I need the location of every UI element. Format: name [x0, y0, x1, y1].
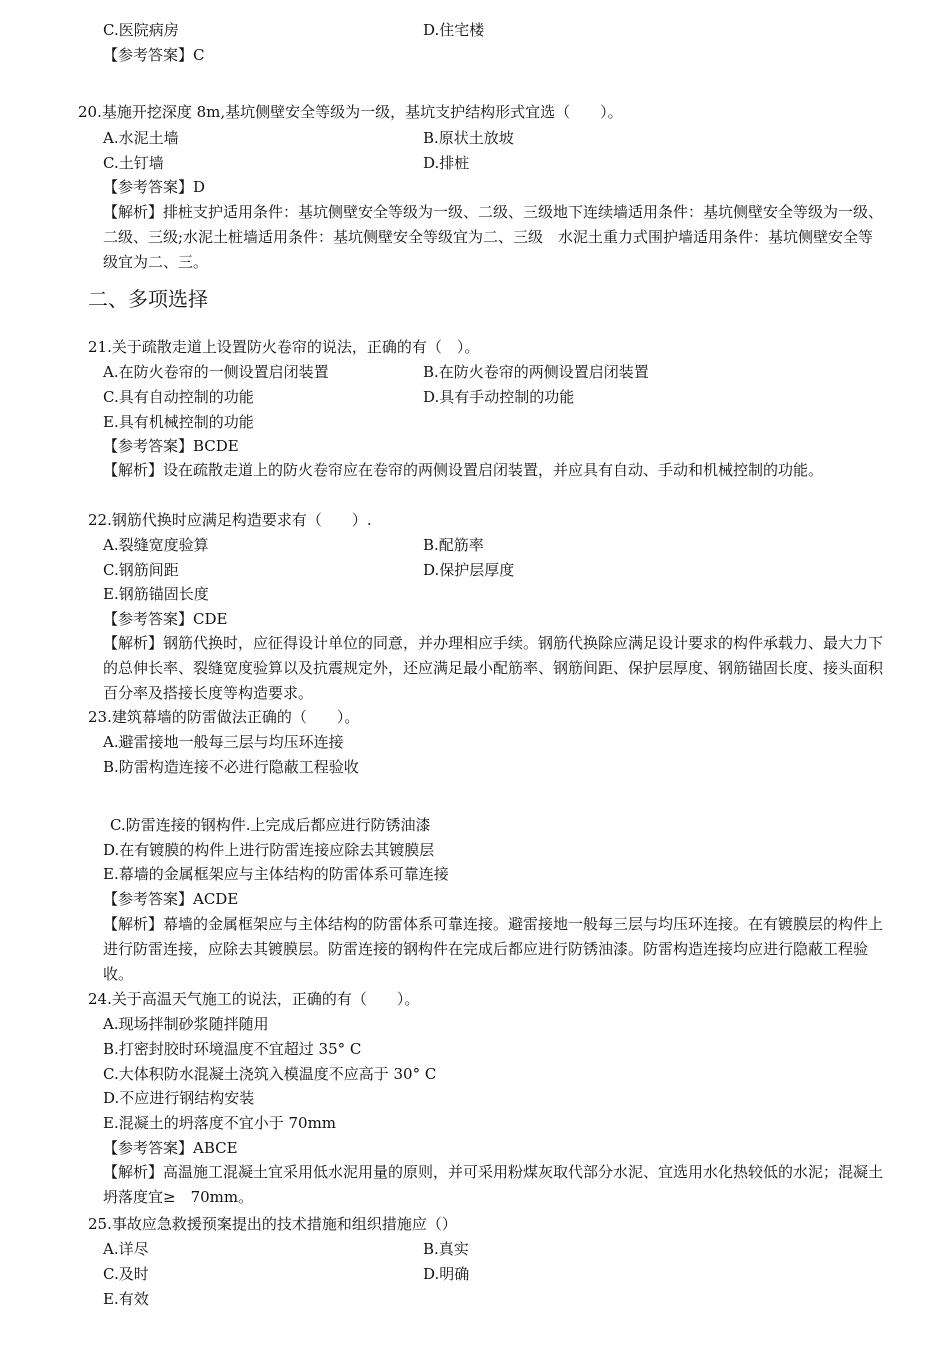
q20-option-c: C.土钉墙	[103, 154, 164, 172]
q22-option-b: B.配筋率	[423, 536, 484, 554]
q24-analysis: 【解析】高温施工混凝土宜采用低水泥用量的原则，并可采用粉煤灰取代部分水泥、宜选用水化热较低的水泥；混凝土坍落度宜≥ 70mm。	[103, 1163, 884, 1206]
q25-option-c: C.及时	[103, 1265, 149, 1283]
q19-option-c: C.医院病房	[103, 21, 179, 39]
q23-option-b: B.防雷构造连接不必进行隐蔽工程验收	[103, 758, 359, 776]
q23-stem: 23.建筑幕墙的防雷做法正确的（ ）。	[88, 708, 360, 726]
q22-option-e: E.钢筋锚固长度	[103, 585, 209, 603]
q22-analysis: 【解析】钢筋代换时，应征得设计单位的同意，并办理相应手续。钢筋代换除应满足设计要求的构件承载力、最大力下的总伸长率、裂缝宽度验算以及抗震规定外，还应满足最小配筋率、钢筋间距、保护层厚度、钢筋锚固长度、接头面积百分率及搭接长度等构造要求。	[103, 634, 884, 702]
q23-option-a: A.避雷接地一般每三层与均压环连接	[103, 733, 344, 751]
q25-option-a: A.详尽	[103, 1240, 149, 1258]
q21-option-b: B.在防火卷帘的两侧设置启闭装置	[423, 363, 649, 381]
q22-option-c: C.钢筋间距	[103, 561, 179, 579]
q24-option-e: E.混凝土的坍落度不宜小于 70mm	[103, 1114, 337, 1132]
section-title: 二、多项选择	[88, 287, 208, 311]
q20-option-a: A.水泥土墙	[103, 129, 179, 147]
q21-option-d: D.具有手动控制的功能	[423, 388, 575, 406]
q24-stem: 24.关于高温天气施工的说法，正确的有（ ）。	[88, 990, 420, 1008]
q20-option-d: D.排桩	[423, 154, 470, 172]
q22-answer: 【参考答案】CDE	[103, 610, 228, 628]
q25-stem: 25.事故应急救援预案提出的技术措施和组织措施应（）	[88, 1215, 457, 1233]
q21-answer: 【参考答案】BCDE	[103, 437, 239, 455]
q24-option-c: C.大体积防水混凝土浇筑入模温度不应高于 30° C	[103, 1065, 437, 1083]
q22-option-d: D.保护层厚度	[423, 561, 515, 579]
q21-option-c: C.具有自动控制的功能	[103, 388, 254, 406]
q22-stem: 22.钢筋代换时应满足构造要求有（ ）.	[88, 511, 372, 529]
q21-stem: 21.关于疏散走道上设置防火卷帘的说法，正确的有（ ）。	[88, 338, 480, 356]
q22-option-a: A.裂缝宽度验算	[103, 536, 209, 554]
q20-analysis: 【解析】排桩支护适用条件：基坑侧壁安全等级为一级、二级、三级地下连续墙适用条件：基坑侧壁安全等级为一级、二级、三级;水泥土桩墙适用条件：基坑侧壁安全等级宜为二、三级 水泥土重力式围护墙适用条件：基坑侧壁安全等级宜为二、三。	[103, 203, 884, 271]
q23-option-c: C.防雷连接的钢构件.上完成后都应进行防锈油漆	[110, 816, 431, 834]
q25-option-b: B.真实	[423, 1240, 469, 1258]
q24-option-a: A.现场拌制砂浆随拌随用	[103, 1015, 269, 1033]
q21-option-e: E.具有机械控制的功能	[103, 413, 254, 431]
q23-option-e: E.幕墙的金属框架应与主体结构的防雷体系可靠连接	[103, 865, 449, 883]
q25-option-d: D.明确	[423, 1265, 470, 1283]
q20-option-b: B.原状土放坡	[423, 129, 514, 147]
q19-answer: 【参考答案】C	[103, 46, 205, 64]
q24-option-b: B.打密封胶时环境温度不宜超过 35° C	[103, 1040, 362, 1058]
q19-option-d: D.住宅楼	[423, 21, 485, 39]
q24-option-d: D.不应进行钢结构安装	[103, 1089, 255, 1107]
q23-option-d: D.在有镀膜的构件上进行防雷连接应除去其镀膜层	[103, 841, 435, 859]
q20-stem: 20.基施开挖深度 8m,基坑侧壁安全等级为一级，基坑支护结构形式宜选（ ）。	[78, 103, 623, 121]
q25-option-e: E.有效	[103, 1290, 149, 1308]
q20-answer: 【参考答案】D	[103, 178, 206, 196]
q23-analysis: 【解析】幕墙的金属框架应与主体结构的防雷体系可靠连接。避雷接地一般每三层与均压环连接。在有镀膜层的构件上进行防雷连接，应除去其镀膜层。防雷连接的钢构件在完成后都应进行防锈油漆。防雷构造连接均应进行隐蔽工程验收。	[103, 915, 884, 983]
q21-analysis: 【解析】设在疏散走道上的防火卷帘应在卷帘的两侧设置启闭装置，并应具有自动、手动和机械控制的功能。	[103, 461, 824, 479]
q21-option-a: A.在防火卷帘的一侧设置启闭装置	[103, 363, 329, 381]
q24-answer: 【参考答案】ABCE	[103, 1139, 238, 1157]
q23-answer: 【参考答案】ACDE	[103, 890, 239, 908]
